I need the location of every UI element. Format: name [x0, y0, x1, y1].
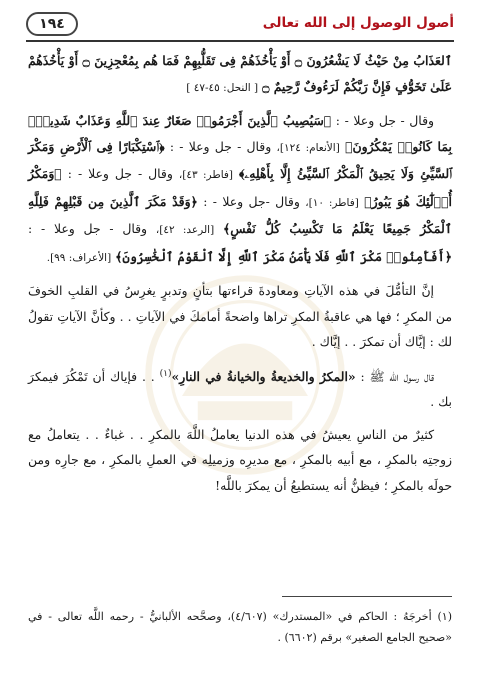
- paragraph-hadith: [28, 362, 452, 415]
- verse-block-1: [28, 48, 452, 101]
- page-body: [28, 48, 452, 505]
- page-number-badge: ١٩٤: [26, 12, 78, 36]
- verse-reference: [الرعد: ٤٢]،: [155, 224, 215, 236]
- verse-reference: [الأنعام: ١٢٤]،: [276, 141, 340, 154]
- verse-reference: [الأعراف: ٩٩].: [46, 251, 112, 264]
- verse-intro: وقال - جل وعلا - :: [67, 166, 173, 181]
- footnote-area: [28, 606, 452, 648]
- hadith-intro: قال رسول الله ﷺ :: [360, 368, 434, 384]
- verse-reference: [فاطر: ١٠]،: [305, 196, 359, 209]
- footnote-1: (١) أخرجَهُ : الحاكم في «المستدرك» (٤/٦٠٧)، وصحَّحه الألبانيُّ - رحمه اللَّه تعالى - في «صحيح الجامع الصغير» برقم (٦٦٠٢) .: [28, 610, 452, 644]
- footnote-divider: [282, 596, 452, 597]
- verse-reference: [ النحل: ٤٥-٤٧ ]: [186, 81, 259, 94]
- quran-verse: ﴿وَقَدْ مَكَرَ ٱلَّذِينَ مِن قَبْلِهِمْ فَلِلَّهِ ٱلْمَكْرُ جَمِيعًا يَعْلَمُ مَا تَكْسِبُ كُلُّ نَفْسٍ﴾: [28, 193, 452, 236]
- quran-verse: ﴿أَفَأَمِنُوا۟ مَكْرَ ٱللَّهِ فَلَا يَأْمَنُ مَكْرَ ٱللَّهِ إِلَّا ٱلْقَوْمُ ٱلْخَٰسِرُونَ﴾: [115, 248, 452, 264]
- paragraph-reflection: إنَّ التأمُّلَ في هذه الآياتِ ومعاودةَ قراءتها بتأنٍ وتدبرٍ يغرِسُ في القلبِ الخوفَ من المكرِ ؛ فها هي عاقبةُ المكرِ تراها واضحةً أمامكَ في الآياتِ . . وكأنَّ الآياتِ تقولُ لك : إيَّاك أن تمكرَ . . إيَّاك .: [28, 283, 452, 349]
- verse-block-2: [28, 108, 452, 271]
- quran-verse: ﴿ٱسْتِكْبَارًا فِى ٱلْأَرْضِ وَمَكْرَ ٱلسَّيِّئِ وَلَا يَحِيقُ ٱلْمَكْرُ ٱلسَّيِّئُ إِلَّا بِأَهْلِهِۦ﴾: [28, 138, 452, 181]
- hadith-text: «المكرُ والخديعةُ والخيانةُ في النارِ»: [171, 368, 356, 384]
- quran-verse: ﴿وَمَكْرُ أُو۟لَٰٓئِكَ هُوَ يَبُورُ﴾: [28, 166, 452, 209]
- quran-verse: ﴿سَيُصِيبُ ٱلَّذِينَ أَجْرَمُوا۟ صَغَارٌ عِندَ ٱللَّهِ وَعَذَابٌ شَدِيدٌۢ بِمَا كَانُوا۟ يَمْكُرُونَ﴾: [28, 113, 452, 154]
- running-title: أصول الوصول إلى الله تعالى: [262, 15, 454, 31]
- hadith-commentary: . . فإياك أن تَمْكُرَ فيمكرَ بك .: [28, 368, 452, 410]
- verse-intro: وقال - جل وعلا - :: [28, 221, 148, 236]
- header-divider: [26, 40, 454, 42]
- verse-intro: وقال - جل وعلا - :: [335, 113, 434, 128]
- verse-intro: وقال - جل وعلا - :: [169, 138, 272, 154]
- verse-intro: وقال -جل وعلا - :: [203, 193, 300, 209]
- paragraph-closing: كثيرٌ من الناسِ يعيشُ في هذه الدنيا يعاملُ اللَّهَ بالمكرِ . . غباءٌ . . يتعاملُ مع زوجتِه بالمكرِ ، مع أبيه بالمكرِ ، مع مديرِه وزميلِه في العملِ بالمكرِ ، مع جارِه ومن حولَه بالمكرِ ؛ فيظنُّ أنه يستطيعُ أن يمكرَ باللَّه!: [28, 426, 452, 493]
- page-header: [26, 12, 454, 38]
- footnote-marker[interactable]: (١): [159, 368, 172, 379]
- quran-verse: ٱلعَذَابُ مِنْ حَيْثُ لَا يَشْعُرُونَ ۝ أَوْ يَأْخُذَهُمْ فِى تَقَلُّبِهِمْ فَمَا هُم بِمُعْجِزِينَ ۝ أَوْ يَأْخُذَهُمْ عَلَىٰ تَخَوُّفٍ فَإِنَّ رَبَّكُمْ لَرَءُوفٌ رَّحِيمٌ ۝: [28, 53, 452, 94]
- verse-reference: [فاطر: ٤٣]،: [178, 169, 234, 181]
